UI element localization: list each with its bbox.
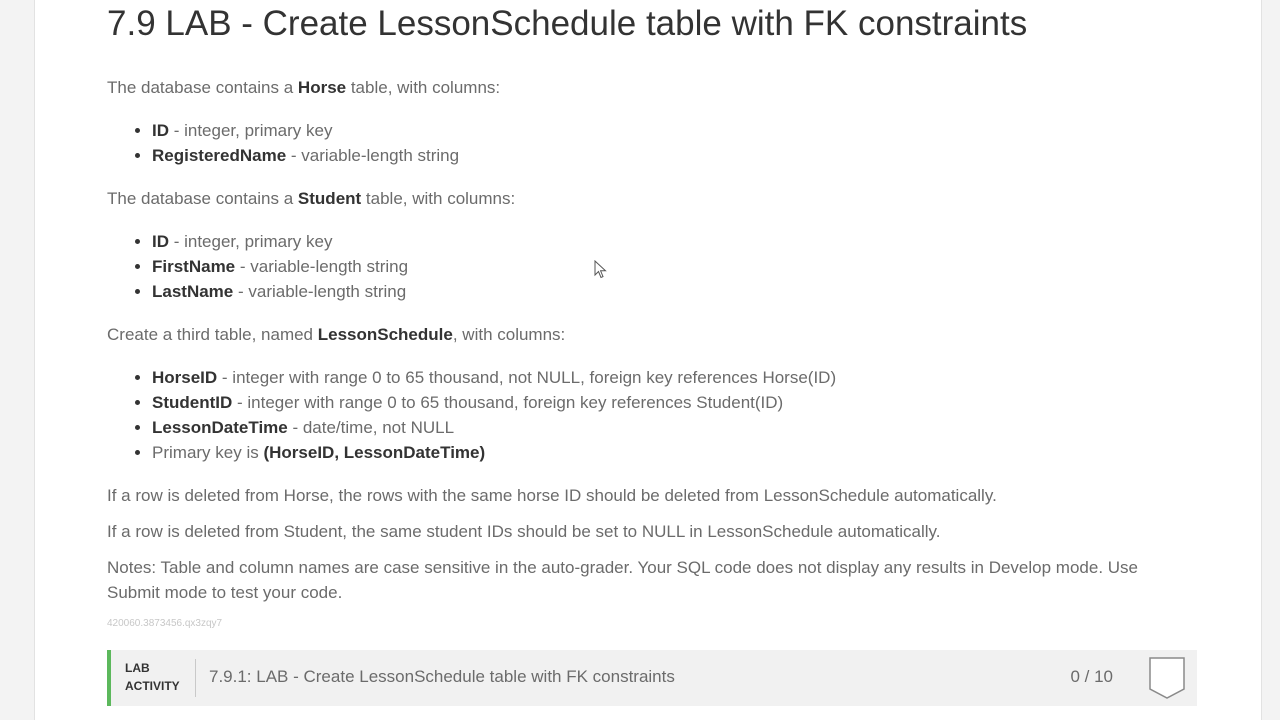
lab-activity-tag: LAB ACTIVITY [125, 661, 180, 693]
lab-score: 0 / 10 [1070, 667, 1113, 686]
list-item: • FirstName - variable-length string [152, 254, 408, 279]
completion-badge-icon [1149, 657, 1185, 699]
list-item: • StudentID - integer with range 0 to 65 thousand, foreign key references Student(ID) [152, 390, 836, 415]
lesson-columns-list [107, 365, 836, 465]
horse-columns-list [107, 118, 459, 168]
list-item: • LastName - variable-length string [152, 279, 408, 304]
list-item: • HorseID - integer with range 0 to 65 thousand, not NULL, foreign key references Horse(ID) [152, 365, 836, 390]
student-intro: The database contains a Student table, with columns: [107, 189, 516, 208]
list-item: • ID - integer, primary key [152, 118, 459, 143]
page-title: 7.9 LAB - Create LessonSchedule table with FK constraints [107, 4, 1028, 43]
mouse-cursor-icon [594, 260, 608, 280]
list-item: • ID - integer, primary key [152, 229, 408, 254]
student-columns-list [107, 229, 408, 304]
lab-activity-header[interactable] [107, 650, 1197, 706]
horse-intro: The database contains a Horse table, with columns: [107, 78, 501, 97]
rule-horse-delete: If a row is deleted from Horse, the rows with the same horse ID should be deleted from LessonSchedule automatically. [107, 486, 997, 505]
lab-activity-name: 7.9.1: LAB - Create LessonSchedule table with FK constraints [209, 667, 675, 686]
list-item: • RegisteredName - variable-length string [152, 143, 459, 168]
notes: Notes: Table and column names are case sensitive in the auto-grader. Your SQL code does not display any results in Develop mode. Use Submit mode to test your code. [107, 558, 1138, 602]
list-item: • LessonDateTime - date/time, not NULL [152, 415, 836, 440]
divider [195, 659, 196, 697]
rule-student-delete: If a row is deleted from Student, the same student IDs should be set to NULL in LessonSchedule automatically. [107, 522, 941, 541]
content-code-id: 420060.3873456.qx3zqy7 [107, 618, 223, 629]
lesson-intro: Create a third table, named LessonSchedule, with columns: [107, 325, 566, 344]
content-page [34, 0, 1262, 720]
list-item: • Primary key is (HorseID, LessonDateTime) [152, 440, 836, 465]
